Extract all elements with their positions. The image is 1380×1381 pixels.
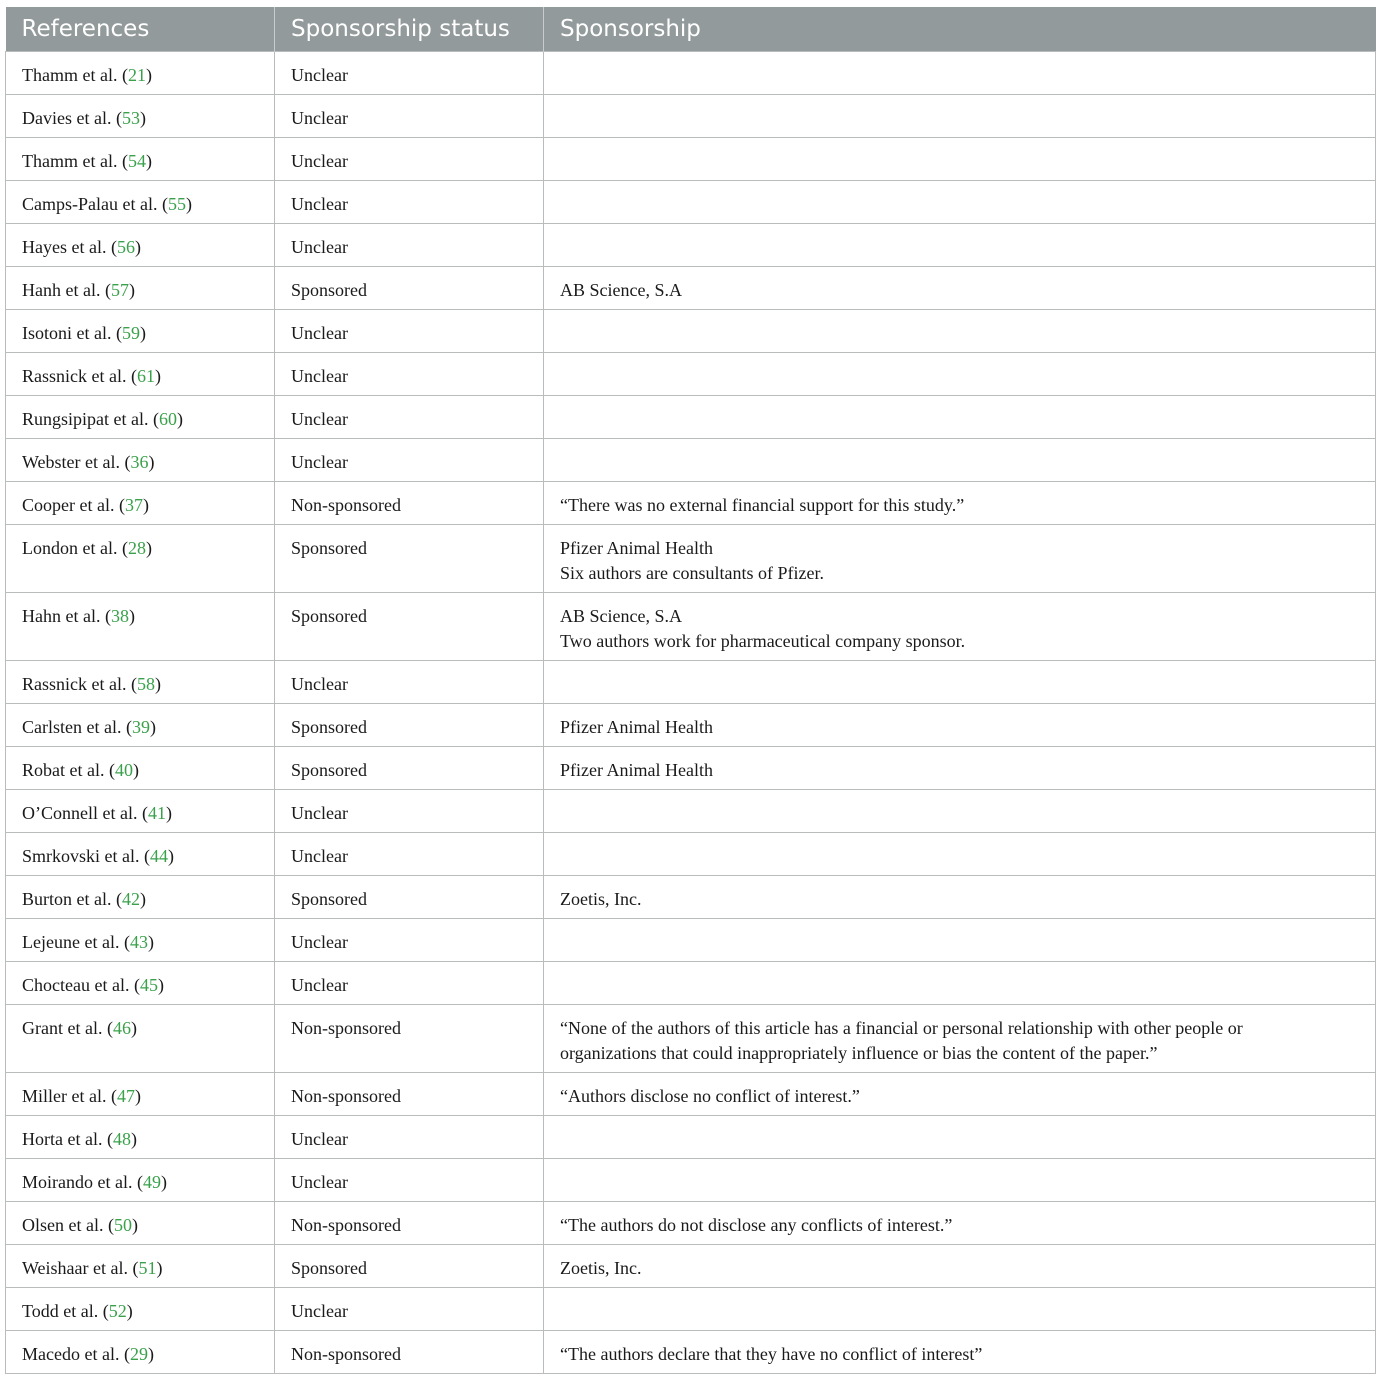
sponsorship-cell [544, 396, 1376, 439]
reference-author: Cooper et al. [22, 495, 115, 515]
table-row [6, 962, 1376, 1005]
reference-number-link[interactable]: 45 [139, 975, 158, 995]
sponsorship-line: “The authors declare that they have no conflict of interest” [560, 1344, 983, 1364]
reference-author: Hayes et al. [22, 237, 107, 257]
table-row [6, 1202, 1376, 1245]
reference-number-link[interactable]: 43 [129, 932, 148, 952]
reference-author: Macedo et al. [22, 1344, 120, 1364]
table-row [6, 1331, 1376, 1374]
sponsorship-status-cell: Unclear [275, 138, 544, 181]
reference-cell: Cooper et al. (37) [6, 482, 275, 525]
sponsorship-status-cell: Sponsored [275, 593, 544, 661]
reference-author: Isotoni et al. [22, 323, 112, 343]
sponsorship-status-cell: Unclear [275, 661, 544, 704]
table-row [6, 52, 1376, 95]
sponsorship-cell [544, 1073, 1376, 1116]
reference-cell: Hanh et al. (57) [6, 267, 275, 310]
reference-author: Rassnick et al. [22, 366, 127, 386]
table-row [6, 661, 1376, 704]
reference-number-link[interactable]: 55 [167, 194, 186, 214]
table-row [6, 310, 1376, 353]
sponsorship-cell [544, 224, 1376, 267]
sponsorship-status-cell: Non-sponsored [275, 1202, 544, 1245]
reference-number-link[interactable]: 44 [150, 846, 168, 866]
sponsorship-status-cell: Sponsored [275, 747, 544, 790]
reference-cell: Hahn et al. (38) [6, 593, 275, 661]
reference-number-link[interactable]: 29 [129, 1344, 148, 1364]
reference-number-link[interactable]: 61 [136, 366, 155, 386]
reference-author: Burton et al. [22, 889, 112, 909]
sponsorship-line: organizations that could inappropriately influence or bias the content of the paper.” [560, 1043, 1158, 1063]
reference-cell: Grant et al. (46) [6, 1005, 275, 1073]
reference-author: Carlsten et al. [22, 717, 122, 737]
sponsorship-status-cell: Non-sponsored [275, 1331, 544, 1374]
table-row [6, 95, 1376, 138]
sponsorship-line: AB Science, S.A [560, 280, 682, 300]
table-row [6, 1073, 1376, 1116]
reference-cell: Smrkovski et al. (44) [6, 833, 275, 876]
reference-cell: Hayes et al. (56) [6, 224, 275, 267]
sponsorship-cell [544, 138, 1376, 181]
reference-cell: Carlsten et al. (39) [6, 704, 275, 747]
reference-number-link[interactable]: 50 [113, 1215, 132, 1235]
sponsorship-line: Zoetis, Inc. [560, 889, 642, 909]
reference-author: Webster et al. [22, 452, 121, 472]
sponsorship-cell [544, 1159, 1376, 1202]
sponsorship-status-cell: Unclear [275, 1159, 544, 1202]
reference-author: Olsen et al. [22, 1215, 104, 1235]
sponsorship-cell [544, 482, 1376, 525]
sponsorship-status-cell: Unclear [275, 962, 544, 1005]
reference-number-link[interactable]: 39 [131, 717, 150, 737]
reference-number-link[interactable]: 48 [112, 1129, 131, 1149]
reference-author: Thamm et al. [22, 65, 118, 85]
sponsorship-cell [544, 95, 1376, 138]
sponsorship-line: Zoetis, Inc. [560, 1258, 642, 1278]
header-sponsorship-status: Sponsorship status [275, 7, 544, 52]
reference-cell: Isotoni et al. (59) [6, 310, 275, 353]
reference-author: Moirando et al. [22, 1172, 133, 1192]
reference-number-link[interactable]: 28 [127, 538, 146, 558]
header-sponsorship: Sponsorship [544, 7, 1376, 52]
sponsorship-status-cell: Unclear [275, 181, 544, 224]
reference-cell: Horta et al. (48) [6, 1116, 275, 1159]
sponsorship-line: Six authors are consultants of Pfizer. [560, 563, 824, 583]
sponsorship-line: AB Science, S.A [560, 606, 682, 626]
reference-author: Horta et al. [22, 1129, 103, 1149]
sponsorship-status-cell: Unclear [275, 1288, 544, 1331]
reference-author: Lejeune et al. [22, 932, 120, 952]
sponsorship-line: “Authors disclose no conflict of interest.” [560, 1086, 860, 1106]
reference-number-link[interactable]: 37 [124, 495, 143, 515]
sponsorship-status-cell: Unclear [275, 396, 544, 439]
sponsorship-line: “The authors do not disclose any conflicts of interest.” [560, 1215, 953, 1235]
sponsorship-cell [544, 1288, 1376, 1331]
table-row [6, 1005, 1376, 1073]
sponsorship-status-cell: Sponsored [275, 876, 544, 919]
sponsorship-cell [544, 1005, 1376, 1073]
sponsorship-cell [544, 790, 1376, 833]
reference-cell: Moirando et al. (49) [6, 1159, 275, 1202]
sponsorship-line: Pfizer Animal Health [560, 717, 713, 737]
sponsorship-cell [544, 525, 1376, 593]
table-row [6, 353, 1376, 396]
reference-cell: Thamm et al. (54) [6, 138, 275, 181]
sponsorship-cell [544, 747, 1376, 790]
sponsorship-cell [544, 1331, 1376, 1374]
sponsorship-cell [544, 1245, 1376, 1288]
table-body [6, 52, 1376, 1374]
sponsorship-status-cell: Unclear [275, 95, 544, 138]
sponsorship-status-cell: Unclear [275, 310, 544, 353]
sponsorship-cell [544, 439, 1376, 482]
reference-cell: Rassnick et al. (58) [6, 661, 275, 704]
reference-author: London et al. [22, 538, 118, 558]
reference-number-link[interactable]: 57 [110, 280, 129, 300]
sponsorship-cell [544, 833, 1376, 876]
reference-number-link[interactable]: 36 [130, 452, 149, 472]
sponsorship-status-cell: Unclear [275, 52, 544, 95]
sponsorship-status-cell: Sponsored [275, 267, 544, 310]
reference-author: Rassnick et al. [22, 674, 127, 694]
reference-cell: London et al. (28) [6, 525, 275, 593]
reference-author: Chocteau et al. [22, 975, 130, 995]
reference-number-link[interactable]: 42 [121, 889, 140, 909]
table-row [6, 267, 1376, 310]
table-row [6, 138, 1376, 181]
reference-cell: Olsen et al. (50) [6, 1202, 275, 1245]
sponsorship-cell [544, 1116, 1376, 1159]
sponsorship-status-cell: Unclear [275, 919, 544, 962]
sponsorship-status-cell: Unclear [275, 1116, 544, 1159]
reference-number-link[interactable]: 38 [110, 606, 129, 626]
reference-number-link[interactable]: 54 [127, 151, 146, 171]
reference-author: Miller et al. [22, 1086, 107, 1106]
reference-author: Hahn et al. [22, 606, 101, 626]
reference-number-link[interactable]: 47 [116, 1086, 135, 1106]
table-row [6, 181, 1376, 224]
reference-author: Davies et al. [22, 108, 112, 128]
sponsorship-cell [544, 267, 1376, 310]
header-row [6, 7, 1376, 52]
reference-cell: Todd et al. (52) [6, 1288, 275, 1331]
reference-number-link[interactable]: 46 [112, 1018, 131, 1038]
sponsorship-cell [544, 593, 1376, 661]
sponsorship-line: Two authors work for pharmaceutical company sponsor. [560, 631, 966, 651]
sponsorship-status-cell: Unclear [275, 833, 544, 876]
sponsorship-cell [544, 353, 1376, 396]
reference-author: Robat et al. [22, 760, 105, 780]
table-row [6, 593, 1376, 661]
reference-cell: Webster et al. (36) [6, 439, 275, 482]
reference-number-link[interactable]: 53 [121, 108, 140, 128]
reference-author: Thamm et al. [22, 151, 118, 171]
table-header [6, 7, 1376, 52]
sponsorship-cell [544, 181, 1376, 224]
header-references: References [6, 7, 275, 52]
reference-author: Camps-Palau et al. [22, 194, 158, 214]
table-row [6, 704, 1376, 747]
sponsorship-cell [544, 704, 1376, 747]
reference-cell: Miller et al. (47) [6, 1073, 275, 1116]
sponsorship-line: “There was no external financial support for this study.” [560, 495, 965, 515]
reference-author: O’Connell et al. [22, 803, 138, 823]
sponsorship-cell [544, 52, 1376, 95]
table-row [6, 919, 1376, 962]
sponsorship-status-cell: Unclear [275, 439, 544, 482]
reference-number-link[interactable]: 56 [116, 237, 135, 257]
reference-number-link[interactable]: 58 [136, 674, 155, 694]
reference-cell: O’Connell et al. (41) [6, 790, 275, 833]
reference-cell: Camps-Palau et al. (55) [6, 181, 275, 224]
reference-number-link[interactable]: 49 [142, 1172, 161, 1192]
reference-number-link[interactable]: 21 [127, 65, 146, 85]
sponsorship-status-cell: Non-sponsored [275, 482, 544, 525]
table-row [6, 439, 1376, 482]
sponsorship-status-cell: Non-sponsored [275, 1073, 544, 1116]
sponsorship-status-cell: Sponsored [275, 525, 544, 593]
table-row [6, 525, 1376, 593]
reference-cell: Robat et al. (40) [6, 747, 275, 790]
sponsorship-cell [544, 876, 1376, 919]
reference-author: Rungsipipat et al. [22, 409, 149, 429]
sponsorship-status-cell: Non-sponsored [275, 1005, 544, 1073]
sponsorship-cell [544, 962, 1376, 1005]
reference-number-link[interactable]: 59 [121, 323, 140, 343]
table-row [6, 876, 1376, 919]
sponsorship-status-cell: Unclear [275, 224, 544, 267]
sponsorship-cell [544, 919, 1376, 962]
sponsorship-line: Pfizer Animal Health [560, 760, 713, 780]
table-row [6, 224, 1376, 267]
reference-cell: Burton et al. (42) [6, 876, 275, 919]
reference-number-link[interactable]: 51 [138, 1258, 157, 1278]
table-row [6, 1159, 1376, 1202]
table-row [6, 396, 1376, 439]
sponsorship-status-cell: Sponsored [275, 1245, 544, 1288]
reference-cell: Rassnick et al. (61) [6, 353, 275, 396]
sponsorship-line: Pfizer Animal Health [560, 538, 713, 558]
reference-number-link[interactable]: 52 [108, 1301, 127, 1321]
sponsorship-cell [544, 661, 1376, 704]
reference-cell: Davies et al. (53) [6, 95, 275, 138]
reference-author: Weishaar et al. [22, 1258, 128, 1278]
sponsorship-table [5, 7, 1376, 1374]
table-row [6, 833, 1376, 876]
reference-author: Grant et al. [22, 1018, 103, 1038]
reference-author: Hanh et al. [22, 280, 101, 300]
sponsorship-status-cell: Unclear [275, 790, 544, 833]
reference-author: Smrkovski et al. [22, 846, 140, 866]
reference-number-link[interactable]: 41 [147, 803, 166, 823]
sponsorship-cell [544, 1202, 1376, 1245]
reference-author: Todd et al. [22, 1301, 99, 1321]
sponsorship-cell [544, 310, 1376, 353]
table-row [6, 1288, 1376, 1331]
reference-cell: Weishaar et al. (51) [6, 1245, 275, 1288]
reference-number-link[interactable]: 40 [114, 760, 133, 780]
reference-cell: Rungsipipat et al. (60) [6, 396, 275, 439]
reference-cell: Macedo et al. (29) [6, 1331, 275, 1374]
sponsorship-line: “None of the authors of this article has a financial or personal relationship with other people or [560, 1018, 1243, 1038]
reference-cell: Lejeune et al. (43) [6, 919, 275, 962]
table-row [6, 747, 1376, 790]
table-row [6, 790, 1376, 833]
reference-number-link[interactable]: 60 [158, 409, 177, 429]
table-row [6, 1116, 1376, 1159]
sponsorship-status-cell: Unclear [275, 353, 544, 396]
reference-cell: Thamm et al. (21) [6, 52, 275, 95]
table-row [6, 1245, 1376, 1288]
table-row [6, 482, 1376, 525]
sponsorship-status-cell: Sponsored [275, 704, 544, 747]
reference-cell: Chocteau et al. (45) [6, 962, 275, 1005]
